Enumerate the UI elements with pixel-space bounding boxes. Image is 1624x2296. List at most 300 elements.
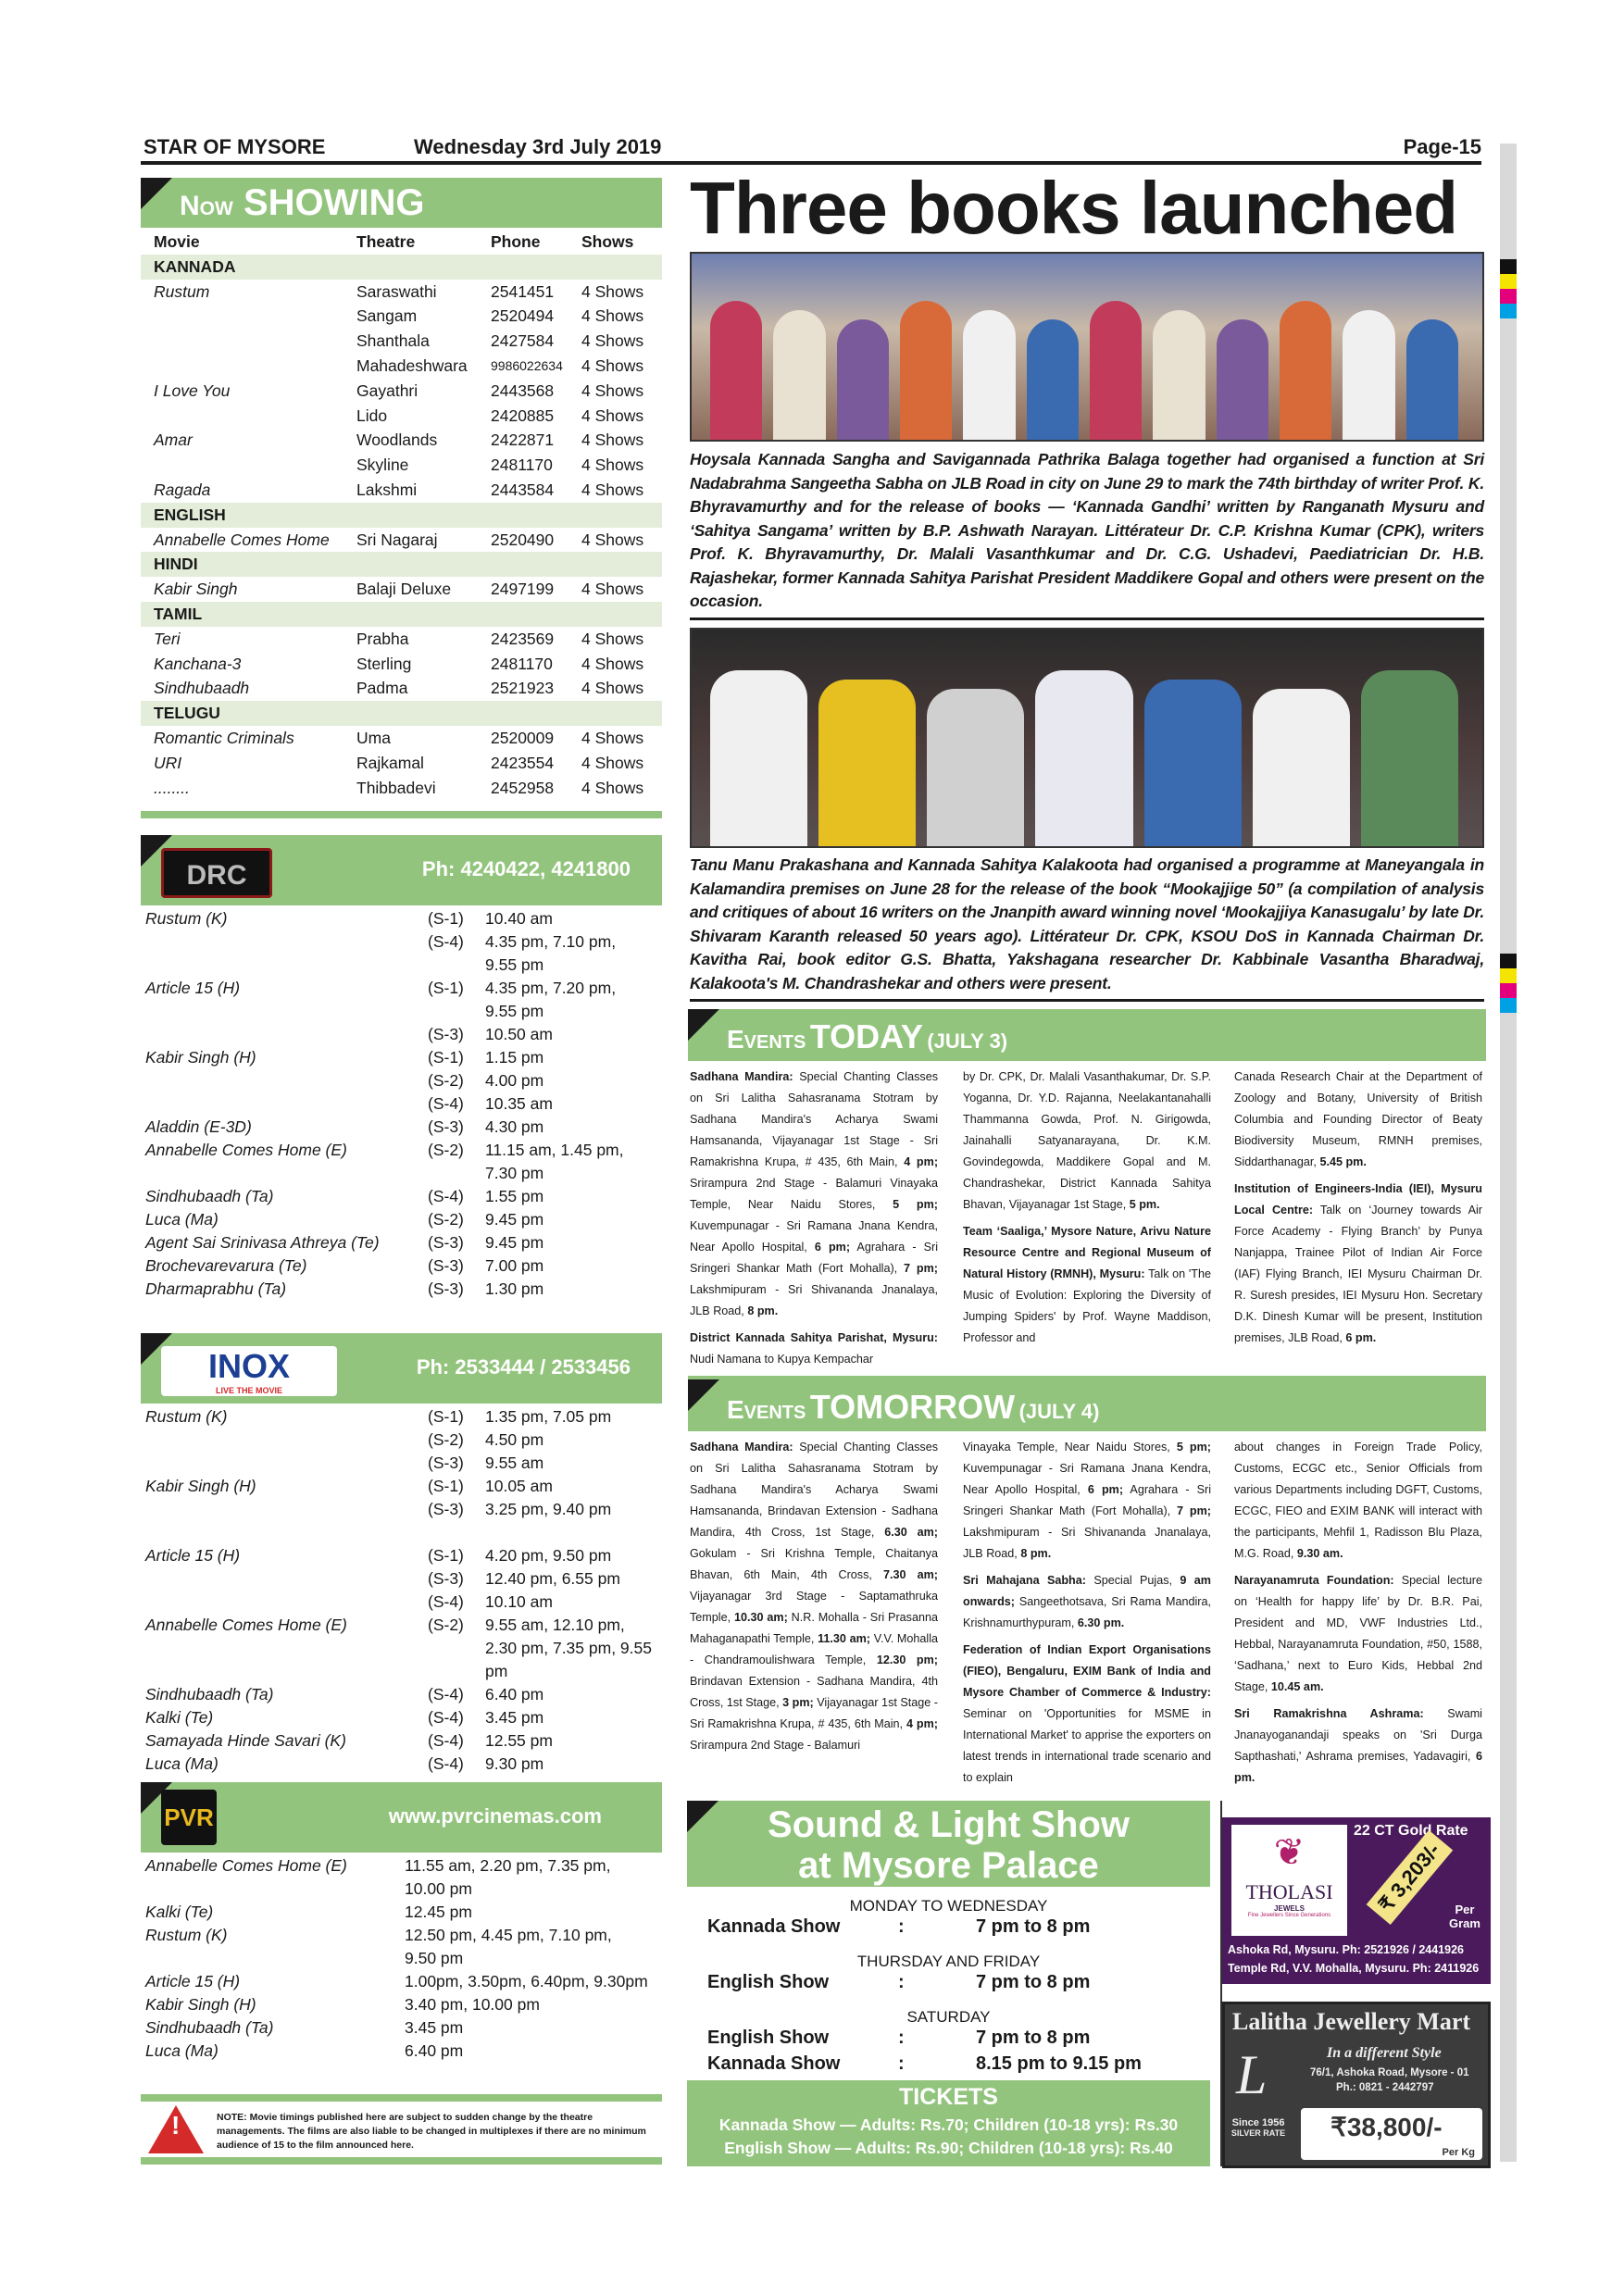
listing-row — [141, 2040, 662, 2063]
theatre-phone: 2427584 — [491, 331, 555, 351]
screen-number: (S-3) — [428, 1279, 464, 1298]
event-text: Sangeethotsava, Sri Rama Mandira, Krishnamurthypuram, — [963, 1595, 1211, 1629]
movie-title: Romantic Criminals — [154, 728, 294, 747]
show-count: 4 Shows — [581, 753, 644, 772]
theatre-phone: 2497199 — [491, 580, 555, 599]
listing-row — [141, 1452, 662, 1475]
screen-number: (S-3) — [428, 1025, 464, 1043]
now-showing-header — [141, 178, 662, 228]
show-name: Kannada Show — [707, 1916, 841, 1937]
event-text: Vijayanagar 1st Stage - Sri Ramakrishna Krupa, # 435, 6th Main, — [690, 1696, 938, 1730]
show-times: 9.55 pm — [485, 1002, 544, 1020]
show-times: 6.40 pm — [405, 2041, 464, 2060]
event-text: Swami Jnanayoganandaji speaks on 'Sri Durga Sapthashati,' Ashrama premises, Yadavagiri, — [1234, 1707, 1482, 1763]
movie-title: Sindhubaadh — [154, 679, 250, 698]
event-item — [1234, 1437, 1482, 1565]
event-item — [963, 1640, 1211, 1789]
corner-tab-icon — [687, 1801, 718, 1832]
person-figure — [1144, 680, 1242, 846]
registration-mark — [1500, 998, 1517, 1013]
event-emphasis: Sri Ramakrishna Ashrama: — [1234, 1707, 1424, 1720]
show-times: 10.00 pm — [405, 1879, 472, 1898]
event-emphasis: 8 pm. — [1020, 1547, 1052, 1560]
silver-rate-box — [1301, 2108, 1482, 2160]
movie-title: Annabelle Comes Home (E) — [145, 1141, 347, 1159]
movie-title: Sindhubaadh (Ta) — [145, 2018, 274, 2037]
events-label: Events — [727, 1395, 806, 1424]
listing-row — [141, 1970, 662, 1993]
listing-row — [141, 1753, 662, 1776]
person-figure — [710, 301, 762, 440]
show-row — [687, 1972, 1210, 1998]
show-count: 4 Shows — [581, 306, 644, 326]
language-label: TELUGU — [154, 704, 220, 723]
events-column — [963, 1437, 1211, 1794]
movie-title: Teri — [154, 629, 181, 648]
show-times: 10.35 am — [485, 1094, 553, 1113]
show-times: 10.50 am — [485, 1025, 553, 1043]
event-emphasis: 5 pm; — [1176, 1441, 1211, 1454]
inox-header — [141, 1333, 662, 1404]
listing-row — [141, 1706, 662, 1729]
language-group — [141, 503, 662, 528]
show-times: 11.15 am, 1.45 pm, — [485, 1141, 624, 1159]
movie-title: Aladdin (E-3D) — [145, 1117, 252, 1136]
inox-listings — [141, 1405, 662, 1776]
registration-mark — [1500, 289, 1517, 304]
events-column — [963, 1067, 1211, 1354]
event-text: Talk on 'The Music of Evolution: Exploring the Diversity of Jumping Spiders' by Prof. Wayne Maddison, Professor and — [963, 1267, 1212, 1344]
show-times: 4.20 pm, 9.50 pm — [485, 1546, 612, 1565]
theatre-phone: 2443584 — [491, 480, 555, 499]
show-times: 4.35 pm, 7.20 pm, — [485, 979, 617, 997]
table-row — [141, 676, 662, 701]
show-times: 10.10 am — [485, 1592, 553, 1611]
lalitha-address: 76/1, Ashoka Road, Mysore - 01 — [1310, 2067, 1469, 2078]
show-times: 1.55 pm — [485, 1187, 544, 1205]
movie-title: Kabir Singh — [154, 580, 238, 599]
event-emphasis: 4 pm; — [904, 1155, 939, 1168]
show-times: 9.30 pm — [485, 1754, 544, 1773]
movie-title: Brochevarevarura (Te) — [145, 1256, 307, 1275]
article-headline: Three books launched — [690, 167, 1458, 249]
movie-title: Article 15 (H) — [145, 979, 241, 997]
peacock-icon: ❦ — [1273, 1832, 1305, 1873]
person-figure — [1343, 310, 1394, 440]
photo-1-caption: Hoysala Kannada Sangha and Savigannada Pathrika Balaga together had organised a function at Sri Nadabrahma Sangeetha Sabha on JLB Road in city on June 29 to mark the 74th birthday of writer Prof. K. Bhyravamurthy and for the release of books — ‘Kannada Gandhi’ written by Ranganath Mysuru and ‘Sahitya Sangama’ written by B.P. Ashwath Narayan. Littérateur Dr. C.P. Krishna Kumar (CPK), writers Prof. K. Bhyravamurthy, Dr. Malali Vasanthkumar and Dr. C.G. Ushadevi, Paediatrician Dr. H.B. Rajashekar, former Kannada Sahitya Parishat President Maddikere Gopal and others were present on the occasion. — [690, 448, 1484, 620]
event-emphasis: 9 am onwards; — [963, 1574, 1211, 1608]
tholasi-address-1: Ashoka Rd, Mysuru. Ph: 2521926 / 2441926 — [1228, 1943, 1464, 1956]
event-item — [1234, 1703, 1482, 1789]
event-text: Kuvempunagar - Sri Ramana Jnana Kendra, Near Apollo Hospital, — [690, 1219, 938, 1254]
event-item — [1234, 1570, 1482, 1698]
listing-row — [141, 1878, 662, 1901]
show-times: 12.55 pm — [485, 1731, 553, 1750]
show-times: 10.40 am — [485, 909, 553, 928]
table-row — [141, 751, 662, 776]
sound-light-header — [687, 1801, 1210, 1887]
movie-title: Sindhubaadh (Ta) — [145, 1685, 274, 1703]
show-times: 4.30 pm — [485, 1117, 544, 1136]
screen-number: (S-1) — [428, 909, 464, 928]
theatre-name: Woodlands — [356, 430, 438, 450]
table-row — [141, 652, 662, 677]
movie-title: Samayada Hinde Savari (K) — [145, 1731, 346, 1750]
screen-number: (S-1) — [428, 1048, 464, 1067]
show-count: 4 Shows — [581, 455, 644, 475]
column-header: Phone — [491, 232, 541, 251]
table-row — [141, 280, 662, 305]
listing-row — [141, 954, 662, 977]
event-text: Srirampura 2nd Stage - Balamuri — [690, 1739, 861, 1752]
theatre-name: Sterling — [356, 654, 412, 673]
page-number: Page-15 — [1403, 135, 1481, 158]
screen-number: (S-4) — [428, 1754, 464, 1773]
language-group — [141, 602, 662, 627]
person-figure — [927, 689, 1024, 846]
theatre-name: Shanthala — [356, 331, 430, 351]
movie-title: Article 15 (H) — [145, 1546, 241, 1565]
movie-title: Annabelle Comes Home (E) — [145, 1856, 347, 1875]
theatre-name: Sri Nagaraj — [356, 530, 438, 549]
movie-title: Rustum (K) — [145, 1407, 228, 1426]
photo-2-caption: Tanu Manu Prakashana and Kannada Sahitya Kalakoota had organised a programme at Maneyangala in Kalamandira premises on June 28 for the release of the book “Mookajjige 50” (a compilation of analysis and critiques of about 16 writers on the Jnanpith award winning novel ‘Mookajjiya Kanasugalu’ by late Dr. Shivaram Karanth released 50 years ago). Littérateur Dr. CPK, KSOU DoS in Kannada Chairman Dr. Kavitha Rai, book editor G.S. Bhatta, Yakshagana researcher Dr. Kabbinale Vasantha Bharadwaj, Kalakoota's M. Chandrashekar and others were present. — [690, 854, 1484, 1002]
events-label: Events — [727, 1025, 806, 1054]
corner-tab-icon — [141, 178, 172, 209]
lalitha-tagline: In a different Style — [1327, 2045, 1442, 2061]
event-emphasis: Sadhana Mandira: — [690, 1441, 793, 1454]
person-figure — [963, 310, 1015, 440]
registration-mark — [1500, 954, 1517, 968]
movie-title: Agent Sai Srinivasa Athreya (Te) — [145, 1233, 380, 1252]
theatre-phone: 2443568 — [491, 381, 555, 400]
show-time: 8.15 pm to 9.15 pm — [976, 2053, 1142, 2074]
show-times: 1.15 pm — [485, 1048, 544, 1067]
theatre-name: Lakshmi — [356, 480, 418, 499]
listing-row — [141, 1069, 662, 1092]
listing-row — [141, 1567, 662, 1591]
show-time: 7 pm to 8 pm — [976, 2028, 1091, 2048]
drc-listings — [141, 907, 662, 1301]
sound-light-title: Sound & Light Show — [767, 1804, 1131, 1845]
events-today-header — [688, 1009, 1486, 1061]
show-times: 10.05 am — [485, 1477, 553, 1495]
theatre-name: Lido — [356, 406, 388, 425]
page-margin-strip — [1500, 144, 1517, 2162]
person-figure — [1153, 310, 1205, 440]
show-times: 9.45 pm — [485, 1233, 544, 1252]
ticket-price: English Show — Adults: Rs.90; Children (10-18 yrs): Rs.40 — [724, 2139, 1173, 2157]
schedule-day: MONDAY TO WEDNESDAY — [849, 1897, 1048, 1915]
ticket-price: Kannada Show — Adults: Rs.70; Children (10-18 yrs): Rs.30 — [718, 2115, 1179, 2134]
movie-title: URI — [154, 753, 182, 772]
show-times: 3.45 pm — [405, 2018, 464, 2037]
event-item — [690, 1067, 938, 1322]
event-item — [963, 1221, 1211, 1349]
pvr-header — [141, 1782, 662, 1853]
sound-light-subtitle: at Mysore Palace — [798, 1845, 1099, 1886]
person-figure — [773, 310, 825, 440]
movie-title: Rustum (K) — [145, 909, 228, 928]
screen-number: (S-2) — [428, 1210, 464, 1229]
tholasi-sub: JEWELS — [1274, 1904, 1305, 1913]
event-item — [1234, 1067, 1482, 1173]
tholasi-logo — [1231, 1825, 1347, 1936]
listing-row — [141, 1729, 662, 1753]
separator: : — [898, 2028, 905, 2048]
theatre-phone: 2481170 — [491, 455, 553, 475]
newspaper-name: STAR OF MYSORE — [144, 135, 326, 158]
listing-row — [141, 1637, 662, 1683]
show-times — [485, 1521, 662, 1544]
screen-number: (S-2) — [428, 1071, 464, 1090]
warning-icon: ! — [148, 2105, 204, 2153]
table-row — [141, 329, 662, 354]
screen-number: (S-3) — [428, 1256, 464, 1275]
person-figure — [1253, 689, 1350, 846]
event-emphasis: 5 pm. — [1129, 1198, 1160, 1211]
lalitha-phone: Ph.: 0821 - 2442797 — [1336, 2082, 1434, 2093]
theatre-phone: 2422871 — [491, 430, 555, 450]
show-times: 1.35 pm, 7.05 pm — [485, 1407, 612, 1426]
listing-row — [141, 1046, 662, 1069]
listing-row — [141, 1116, 662, 1139]
event-emphasis: 4 pm; — [906, 1717, 938, 1730]
event-text: by Dr. CPK, Dr. Malali Vasanthakumar, Dr. S.P. Yoganna, Dr. Y.D. Rajanna, Neelakantanahalli Thammanna Gowda, Prof. N. Girigowda, Jainahalli Satyanarayana, Dr. K.M. Govindegowda, Maddikere Gopal and M. Chandrashekar, District Kannada Sahitya Bhavan, Vijayanagar 1st Stage, — [963, 1070, 1211, 1211]
listing-row — [141, 1591, 662, 1614]
corner-tab-icon — [688, 1009, 719, 1041]
event-emphasis: District Kannada Sahitya Parishat, Mysuru: — [690, 1331, 938, 1344]
show-count: 4 Shows — [581, 480, 644, 499]
movie-title: Rustum (K) — [145, 1926, 228, 1944]
show-count: 4 Shows — [581, 654, 644, 673]
lalitha-logo-icon: L — [1236, 2044, 1268, 2105]
theatre-phone: 2520009 — [491, 728, 555, 747]
event-text: V.V. Mohalla - Chandramoulishwara Temple, — [690, 1632, 938, 1666]
screen-number: (S-3) — [428, 1117, 464, 1136]
tholasi-brand: THOLASI — [1245, 1880, 1333, 1903]
listing-row — [141, 1924, 662, 1947]
events-today-title: TODAY — [809, 1017, 923, 1055]
person-figure — [1280, 301, 1331, 440]
show-row — [687, 2053, 1210, 2079]
screen-number: (S-1) — [428, 1407, 464, 1426]
theatre-phone: 2481170 — [491, 654, 553, 673]
movie-title: I Love You — [154, 381, 231, 400]
note-text: NOTE: Movie timings published here are subject to sudden change by the theatre managements. The films are also liable to be changed in multiplexes if there are no minimum audience of 15 to the film announced here. — [217, 2112, 646, 2151]
drc-logo: DRC — [161, 848, 272, 898]
events-today-date: (JULY 3) — [927, 1029, 1008, 1053]
event-emphasis: 6 pm. — [1345, 1331, 1377, 1344]
table-row — [141, 453, 662, 478]
theatre-phone: 2521923 — [491, 679, 555, 698]
listing-row — [141, 1683, 662, 1706]
listing-row — [141, 1278, 662, 1301]
table-row — [141, 627, 662, 652]
gold-rate-value: ₹ 3,203/- — [1367, 1830, 1453, 1925]
drc-phone: Ph: 4240422, 4241800 — [421, 857, 631, 880]
listing-row — [141, 930, 662, 954]
show-count: 4 Shows — [581, 778, 644, 797]
now-showing-title-small: Now — [180, 191, 233, 221]
event-emphasis: 5 pm; — [893, 1198, 938, 1211]
timings-note — [141, 2094, 662, 2165]
event-emphasis: Federation of Indian Export Organisations (FIEO), Bengaluru, EXIM Bank of India and Mysore Chamber of Commerce & Industry: — [963, 1643, 1211, 1699]
event-emphasis: 6 pm. — [1234, 1750, 1482, 1784]
theatre-name: Thibbadevi — [356, 778, 436, 797]
show-times: 6.40 pm — [485, 1685, 544, 1703]
table-row — [141, 379, 662, 404]
screen-number: (S-4) — [428, 1187, 464, 1205]
show-times: 4.00 pm — [485, 1071, 544, 1090]
show-count: 4 Shows — [581, 728, 644, 747]
lalitha-brand: Lalitha Jewellery Mart — [1232, 2008, 1471, 2035]
listing-row — [141, 1429, 662, 1452]
event-text: Brindavan Extension - Sadhana Mandira, 4th Cross, 1st Stage, — [690, 1675, 938, 1709]
listing-row — [141, 1231, 662, 1254]
registration-mark — [1500, 968, 1517, 983]
show-count: 4 Shows — [581, 381, 644, 400]
now-showing-title: SHOWING — [243, 182, 425, 223]
event-text: Special Pujas, — [1085, 1574, 1181, 1587]
show-times: 1.30 pm — [485, 1279, 544, 1298]
screen-number: (S-2) — [428, 1430, 464, 1449]
table-row — [141, 428, 662, 453]
event-text: Vijayanagar 3rd Stage - Saptamathruka Temple, — [690, 1590, 938, 1624]
event-emphasis: 9.30 am. — [1296, 1547, 1343, 1560]
theatre-phone: 2452958 — [491, 778, 555, 797]
theatre-phone: 2520494 — [491, 306, 555, 326]
language-label: KANNADA — [154, 256, 236, 276]
person-figure — [1361, 670, 1458, 846]
screen-number: (S-3) — [428, 1569, 464, 1588]
event-item — [963, 1570, 1211, 1634]
event-item — [690, 1328, 938, 1370]
person-figure — [818, 680, 916, 846]
show-times: 4.50 pm — [485, 1430, 544, 1449]
show-count: 4 Shows — [581, 530, 644, 549]
now-showing-table — [141, 230, 662, 800]
event-text: Srirampura 2nd Stage - Balamuri Vinayaka Temple, Near Naidu Stores, — [690, 1177, 938, 1211]
theatre-name: Gayathri — [356, 381, 418, 400]
event-text: Nudi Namana to Kupya Kempachar — [690, 1353, 874, 1366]
screen-number: (S-4) — [428, 1708, 464, 1727]
screen-number: (S-1) — [428, 1546, 464, 1565]
schedule-day: SATURDAY — [906, 2008, 991, 2026]
theatre-name: Skyline — [356, 455, 409, 475]
screen-number: (S-4) — [428, 1592, 464, 1611]
event-item — [963, 1437, 1211, 1565]
show-times: 12.45 pm — [405, 1903, 472, 1921]
movie-title: Annabelle Comes Home — [154, 530, 330, 549]
show-schedule — [687, 1894, 1210, 2079]
event-emphasis: Sadhana Mandira: — [690, 1070, 793, 1083]
event-emphasis: Institution of Engineers-India (IEI), Mysuru Local Centre: — [1234, 1182, 1482, 1217]
screen-number: (S-4) — [428, 1685, 464, 1703]
column-header: Movie — [154, 232, 200, 251]
event-text: Vinayaka Temple, Near Naidu Stores, — [963, 1441, 1177, 1454]
corner-tab-icon — [688, 1379, 719, 1411]
show-times: 9.55 pm — [485, 955, 544, 974]
screen-number: (S-2) — [428, 1616, 464, 1634]
events-tomorrow-date: (JULY 4) — [1018, 1400, 1100, 1423]
show-times: 9.50 pm — [405, 1949, 464, 1967]
person-figure — [710, 670, 807, 846]
inox-logo — [161, 1346, 337, 1396]
show-name: English Show — [707, 1972, 830, 1992]
show-times: 12.50 pm, 4.45 pm, 7.10 pm, — [405, 1926, 612, 1944]
registration-mark — [1500, 304, 1517, 318]
tholasi-jewels-ad — [1222, 1817, 1491, 1984]
show-count: 4 Shows — [581, 281, 644, 301]
event-emphasis: 6.30 am; — [884, 1526, 938, 1539]
person-figure — [1406, 319, 1458, 440]
movie-title: ........ — [154, 778, 190, 797]
listing-row — [141, 1092, 662, 1116]
inox-tagline: LIVE THE MOVIE — [215, 1386, 282, 1395]
event-text: Canada Research Chair at the Department of Zoology and Botany, University of British Columbia and Founding Director of Beaty Biodiversity Museum, RMNH premises, Siddarthanagar, — [1234, 1070, 1482, 1168]
inox-phone: Ph: 2533444 / 2533456 — [416, 1355, 631, 1379]
language-label: ENGLISH — [154, 505, 226, 524]
table-row — [141, 776, 662, 801]
show-count: 4 Shows — [581, 331, 644, 351]
show-times: 7.00 pm — [485, 1256, 544, 1275]
listing-row — [141, 2016, 662, 2040]
movie-title: Kabir Singh (H) — [145, 1048, 256, 1067]
movie-title: Kalki (Te) — [145, 1708, 214, 1727]
screen-number: (S-1) — [428, 979, 464, 997]
event-text: N.R. Mohalla - Sri Prasanna Mahaganapathi Temple, — [690, 1611, 938, 1645]
table-row — [141, 404, 662, 429]
movie-title: Kabir Singh (H) — [145, 1477, 256, 1495]
events-column — [690, 1067, 938, 1376]
table-header — [141, 230, 662, 255]
article-photo-1 — [690, 252, 1484, 442]
theatre-phone: 2420885 — [491, 406, 555, 425]
movie-title: Annabelle Comes Home (E) — [145, 1616, 347, 1634]
show-times: 3.40 pm, 10.00 pm — [405, 1995, 540, 2014]
lalitha-since — [1229, 2117, 1288, 2138]
issue-date: Wednesday 3rd July 2019 — [414, 135, 662, 158]
event-emphasis: 7.30 am; — [882, 1568, 939, 1581]
drc-header — [141, 835, 662, 905]
show-times: 3.45 pm — [485, 1708, 544, 1727]
show-times: 3.25 pm, 9.40 pm — [485, 1500, 612, 1518]
show-times: 7.30 pm — [485, 1164, 544, 1182]
person-figure — [1217, 319, 1268, 440]
pvr-website[interactable]: www.pvrcinemas.com — [388, 1804, 602, 1828]
table-row — [141, 577, 662, 602]
movie-title: Luca (Ma) — [145, 2041, 219, 2060]
show-times: 1.00pm, 3.50pm, 6.40pm, 9.30pm — [405, 1972, 648, 1990]
screen-number: (S-1) — [428, 1477, 464, 1495]
event-text: Special Chanting Classes on Sri Lalitha Sahasranama Stotram by Sadhana Mandira's Acharya Swami Hamsananda, Vijayanagar 1st Stage - Sri Ramakrishna Krupa, # 435, 6th Main, — [690, 1070, 939, 1168]
column-header: Theatre — [356, 232, 416, 251]
table-row — [141, 304, 662, 329]
show-row — [687, 1916, 1210, 1942]
tholasi-tagline: Fine Jewellers Since Generations — [1247, 1913, 1331, 1918]
show-count: 4 Shows — [581, 356, 644, 375]
theatre-name: Prabha — [356, 629, 409, 648]
event-text: Seminar on 'Opportunities for MSME in International Market' to apprise the exporters on latest trends in international trade scenario and to explain — [963, 1707, 1211, 1784]
theatre-phone: 2423554 — [491, 753, 555, 772]
registration-mark — [1500, 274, 1517, 289]
listing-row — [141, 1614, 662, 1637]
event-text: Special lecture on ‘Health for happy life’ by Dr. B.R. Pai, President and MD, VWF Industries Ltd., Hebbal, Narayanamruta Foundation, #50, 1588, ‘Sadhana,’ next to Euro Kids, Hebbal 2nd Stage, — [1234, 1574, 1482, 1693]
show-count: 4 Shows — [581, 430, 644, 450]
screen-number: (S-3) — [428, 1454, 464, 1472]
show-times: 2.30 pm, 7.35 pm, 9.55 pm — [485, 1639, 652, 1680]
